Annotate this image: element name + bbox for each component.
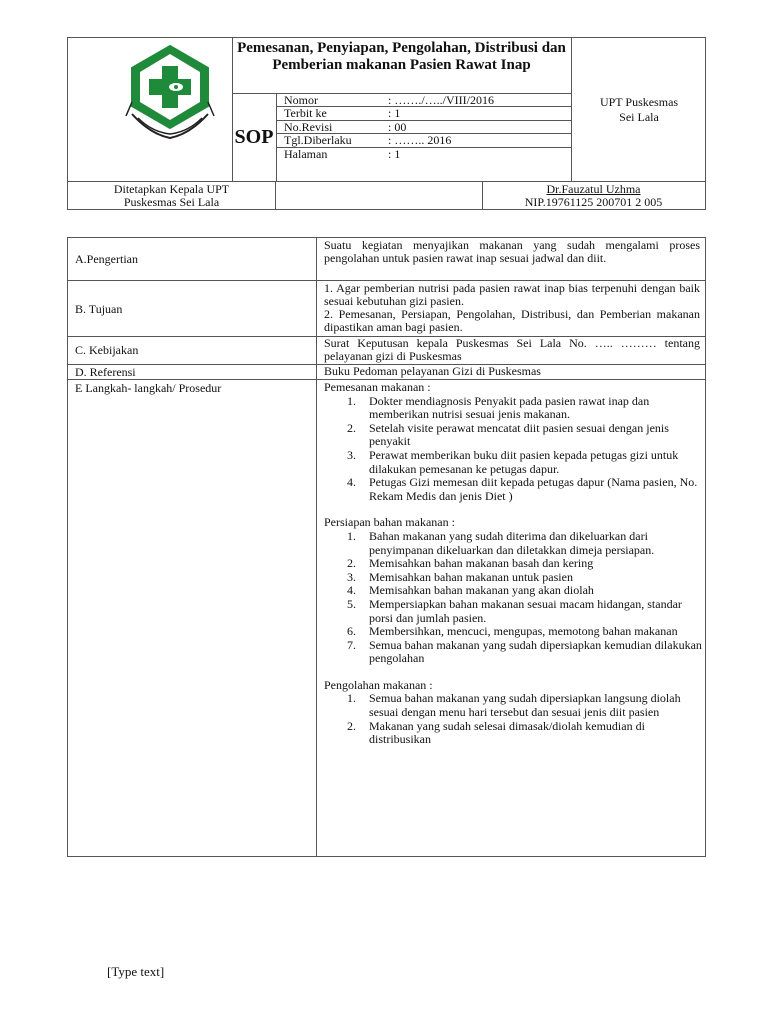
meta-label: Halaman	[284, 146, 328, 161]
list-item: 3. Memisahkan bahan makanan untuk pasien	[347, 569, 573, 584]
section-title-persiapan: Persiapan bahan makanan :	[324, 515, 455, 530]
list-item: 2. Makanan yang sudah selesai dimasak/diolah kemudian di distribusikan	[347, 718, 645, 747]
meta-value: : 1	[388, 146, 401, 161]
meta-value: : ……./…../VIII/2016	[388, 93, 494, 107]
tujuan-item-2: 2. Pemesanan, Persiapan, Pengolahan, Distribusi, dan Pemberian makanan dipastikan aman bagi pasien.	[324, 307, 700, 334]
row-label: B. Tujuan	[75, 302, 123, 316]
meta-value: : 1	[388, 106, 401, 121]
meta-row-terbit	[276, 107, 571, 120]
meta-row-revisi	[276, 121, 571, 134]
row-text	[324, 282, 700, 334]
list-item: 2. Memisahkan bahan makanan basah dan kering	[347, 556, 594, 571]
list-item: 1. Dokter mendiagnosis Penyakit pada pasien rawat inap dan memberikan nutrisi sesuai jenis makanan.	[347, 393, 650, 422]
section-title-pemesanan: Pemesanan makanan :	[324, 380, 431, 394]
row-text: Suatu kegiatan menyajikan makanan yang sudah mengalami proses pengolahan untuk pasien rawat inap sesuai jadwal dan diit.	[324, 238, 700, 265]
sop-label: SOP	[232, 94, 277, 181]
meta-value: : …….. 2016	[388, 133, 452, 148]
row-text: Surat Keputusan kepala Puskesmas Sei Lala No. ….. ……… tentang pelayanan gizi di Puskesmas	[324, 336, 700, 363]
section-title-pengolahan: Pengolahan makanan :	[324, 677, 433, 692]
meta-row-nomor	[276, 94, 571, 107]
item-text: Memisahkan bahan makanan untuk pasien	[369, 569, 573, 584]
tujuan-item-1: 1. Agar pemberian nutrisi pada pasien rawat inap bias terpenuhi dengan baik sesuai kebutuhan gizi pasien.	[324, 281, 700, 308]
row-label: A.Pengertian	[75, 252, 138, 266]
item-text: Semua bahan makanan yang sudah dipersiapkan kemudian dilakukan pengolahan	[369, 637, 702, 666]
upt-name	[571, 38, 706, 181]
item-text: Perawat memberikan buku diit pasien kepada petugas gizi untuk dilakukan pemesanan ke petugas dapur.	[369, 447, 679, 476]
signer-cell	[482, 182, 705, 210]
sop-content-table	[67, 237, 706, 857]
meta-value: : 00	[388, 119, 407, 134]
approval-row	[68, 181, 705, 210]
puskesmas-logo	[120, 42, 220, 142]
item-text: Makanan yang sudah selesai dimasak/diolah kemudian di distribusikan	[369, 718, 645, 747]
pemesanan-list	[324, 395, 704, 504]
list-item: 6. Membersihkan, mencuci, mengupas, memotong bahan makanan	[347, 624, 678, 639]
list-item: 2. Setelah visite perawat mencatat diit pasien sesuai dengan jenis penyakit	[347, 420, 669, 449]
item-text: Mempersiapkan bahan makanan sesuai macam hidangan, standar porsi dan jumlah pasien.	[369, 596, 682, 625]
list-item: 7. Semua bahan makanan yang sudah dipersiapkan kemudian dilakukan pengolahan	[347, 637, 702, 666]
ditetapkan-label	[68, 182, 276, 210]
logo-cell	[68, 38, 233, 181]
procedure-steps	[324, 381, 704, 747]
meta-label: No.Revisi	[284, 119, 333, 134]
item-text: Memisahkan bahan makanan basah dan kering	[369, 556, 594, 571]
sop-title: Pemesanan, Penyiapan, Pengolahan, Distribusi dan Pemberian makanan Pasien Rawat Inap	[232, 38, 571, 94]
list-item: 3. Perawat memberikan buku diit pasien kepada petugas gizi untuk dilakukan pemesanan ke petugas dapur.	[347, 447, 679, 476]
item-text: Membersihkan, mencuci, mengupas, memotong bahan makanan	[369, 624, 678, 639]
persiapan-list	[324, 530, 704, 666]
list-item: 1. Bahan makanan yang sudah diterima dan dikeluarkan dari penyimpanan dikeluarkan dan diletakkan dimeja persiapan.	[347, 528, 655, 557]
meta-label: Tgl.Diberlaku	[284, 133, 352, 148]
row-referensi	[68, 364, 705, 380]
row-text: Buku Pedoman pelayanan Gizi di Puskesmas	[324, 364, 541, 378]
list-item: 4. Petugas Gizi memesan diit kepada petugas dapur (Nama pasien, No. Rekam Medis dan jenis Diet )	[347, 475, 698, 503]
list-item: 1. Semua bahan makanan yang sudah dipersiapkan langsung diolah sesuai dengan menu hari tersebut dan sesuai jenis diit pasien	[347, 691, 681, 720]
meta-row-halaman	[276, 148, 571, 160]
meta-label: Terbit ke	[284, 106, 327, 121]
signer-name: Dr.Fauzatul Uzhma	[546, 182, 641, 196]
row-label: C. Kebijakan	[75, 343, 139, 357]
item-text: Memisahkan bahan makanan yang akan diolah	[369, 583, 594, 598]
meta-label: Nomor	[284, 93, 318, 107]
ditetapkan-text: Ditetapkan Kepala UPT Puskesmas Sei Lala	[113, 182, 230, 209]
item-text: Petugas Gizi memesan diit kepada petugas dapur (Nama pasien, No. Rekam Medis dan jenis Diet )	[369, 475, 698, 503]
pengolahan-list	[324, 692, 704, 746]
prosedur-label: E Langkah- langkah/ Prosedur	[75, 381, 222, 395]
item-text: Semua bahan makanan yang sudah dipersiapkan langsung diolah sesuai dengan menu hari tersebut dan sesuai jenis diit pasien	[369, 691, 681, 720]
list-item: 5. Mempersiapkan bahan makanan sesuai macam hidangan, standar porsi dan jumlah pasien.	[347, 596, 682, 625]
upt-text: UPT Puskesmas Sei Lala	[599, 94, 679, 124]
row-label: D. Referensi	[75, 365, 136, 379]
meta-row-tgl	[276, 134, 571, 147]
item-text: Setelah visite perawat mencatat diit pasien sesuai dengan jenis penyakit	[369, 420, 669, 449]
sop-header-table	[67, 37, 706, 210]
footer-placeholder[interactable]: [Type text]	[107, 964, 165, 979]
row-pengertian	[68, 238, 705, 281]
signer-nip: NIP.19761125 200701 2 005	[524, 195, 663, 209]
row-kebijakan	[68, 336, 705, 365]
item-text: Dokter mendiagnosis Penyakit pada pasien rawat inap dan memberikan nutrisi sesuai jenis makanan.	[369, 393, 650, 422]
row-tujuan	[68, 280, 705, 337]
list-item: 4. Memisahkan bahan makanan yang akan diolah	[347, 583, 594, 598]
sop-meta	[276, 94, 571, 181]
item-text: Bahan makanan yang sudah diterima dan dikeluarkan dari penyimpanan dikeluarkan dan diletakkan dimeja persiapan.	[369, 528, 655, 557]
signature-cell	[276, 182, 483, 210]
